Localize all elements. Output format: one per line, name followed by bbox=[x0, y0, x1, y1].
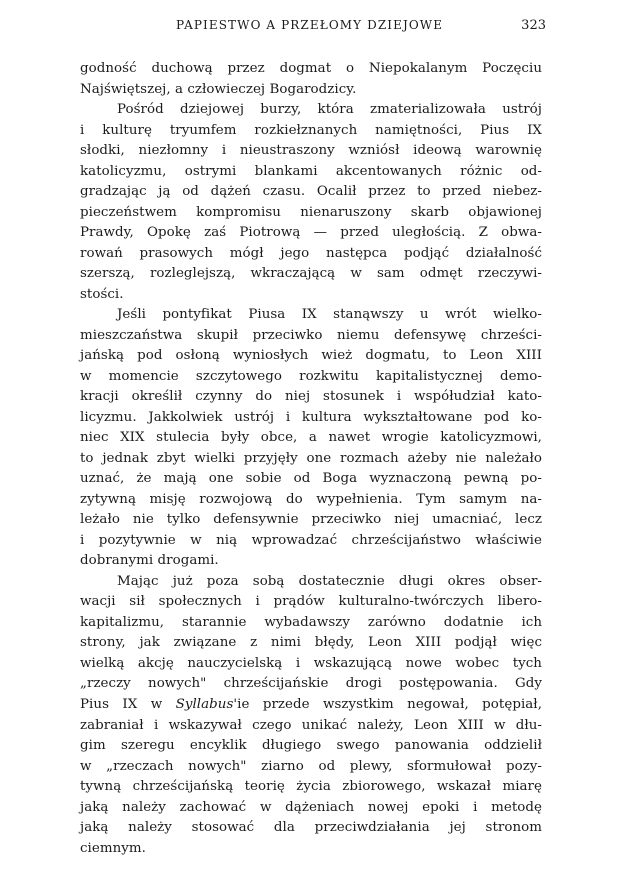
text-line: jaką należy stosować dla przeciwdziałania jej stronom bbox=[80, 820, 542, 836]
text-line: Mając już poza sobą dostatecznie długi okres obser- bbox=[117, 573, 542, 589]
text-line: „rzeczy nowych" chrześcijańskie drogi postępowania. Gdy bbox=[80, 676, 542, 692]
text-line: rowań prasowych mógł jego następca podjąć działalność bbox=[80, 245, 542, 261]
text-line: niec XIX stulecia były obce, a nawet wrogie katolicyzmowi, bbox=[80, 430, 542, 446]
text-line: w „rzeczach nowych" ziarno od plewy, sformułował pozy- bbox=[80, 758, 542, 774]
text-line: Najświętszej, a człowieczej Bogarodzicy. bbox=[80, 81, 357, 97]
text-line: Prawdy, Opokę zaś Piotrową — przed uległością. Z obwa- bbox=[80, 225, 542, 241]
running-title: PAPIESTWO A PRZEŁOMY DZIEJOWE bbox=[176, 18, 444, 32]
text-line: gradzając ją od dążeń czasu. Ocalił przez to przed niebez- bbox=[80, 184, 542, 200]
text-line: strony, jak związane z nimi błędy, Leon XIII podjął więc bbox=[80, 635, 542, 651]
text-line: godność duchową przez dogmat o Niepokalanym Poczęciu bbox=[80, 61, 542, 76]
body-text bbox=[80, 59, 542, 859]
text-line: kracji określił czynny do niej stosunek i współudział kato- bbox=[80, 389, 542, 405]
text-line: w momencie szczytowego rozkwitu kapitalistycznej demo- bbox=[80, 368, 542, 384]
text-line: uznać, że mają one sobie od Boga wyznaczoną pewną po- bbox=[80, 471, 542, 487]
text-line-with-italic bbox=[80, 695, 542, 716]
text-line: leżało nie tylko defensywnie przeciwko niej umacniać, lecz bbox=[80, 512, 542, 528]
text-segment: 'ie przede wszystkim negował, potępiał, bbox=[233, 696, 543, 712]
text-line: Pośród dziejowej burzy, która zmaterializowała ustrój bbox=[117, 102, 542, 118]
italic-title: Syllabus bbox=[175, 696, 234, 712]
text-line: zytywną misję rozwojową do wypełnienia. Tym samym na- bbox=[80, 491, 542, 507]
text-line: gim szeregu encyklik długiego swego panowania oddzielił bbox=[80, 738, 542, 754]
text-line: kapitalizmu, starannie wybadawszy zarówno dodatnie ich bbox=[80, 614, 542, 630]
page-number: 323 bbox=[521, 18, 546, 33]
text-line: stości. bbox=[80, 286, 124, 302]
text-line: jańską pod osłoną wyniosłych wież dogmatu, to Leon XIII bbox=[80, 348, 542, 364]
text-line: wacji sił społecznych i prądów kulturalno-twórczych libero- bbox=[80, 594, 542, 610]
text-segment: Pius IX w bbox=[80, 696, 176, 712]
text-line: licyzmu. Jakkolwiek ustrój i kultura wykształtowane pod ko- bbox=[80, 409, 542, 425]
text-line: szerszą, rozleglejszą, wkraczającą w sam odmęt rzeczywi- bbox=[80, 266, 542, 282]
text-line: zabraniał i wskazywał czego unikać należy, Leon XIII w dłu- bbox=[80, 717, 542, 733]
running-head bbox=[80, 18, 546, 42]
text-line: dobranymi drogami. bbox=[80, 553, 219, 569]
text-line: pieczeństwem kompromisu nienaruszony skarb objawionej bbox=[80, 204, 542, 220]
text-line: słodki, niezłomny i nieustraszony wzniósł ideową warownię bbox=[80, 143, 542, 159]
text-line: wielką akcję nauczycielską i wskazującą nowe wobec tych bbox=[80, 655, 542, 671]
text-line: Jeśli pontyfikat Piusa IX stanąwszy u wrót wielko- bbox=[117, 307, 542, 323]
text-line: i kulturę tryumfem rozkiełznanych namiętności, Pius IX bbox=[80, 122, 542, 138]
text-line: tywną chrześcijańską teorię życia zbiorowego, wskazał miarę bbox=[80, 779, 542, 795]
text-line: mieszczaństwa skupił przeciwko niemu defensywę chrześci- bbox=[80, 327, 542, 343]
text-line: ciemnym. bbox=[80, 840, 146, 856]
text-line: katolicyzmu, ostrymi blankami akcentowanych różnic od- bbox=[80, 163, 542, 179]
text-line: i pozytywnie w nią wprowadzać chrześcijaństwo właściwie bbox=[80, 532, 542, 548]
text-line: jaką należy zachować w dążeniach nowej epoki i metodę bbox=[80, 799, 542, 815]
text-line: to jednak zbyt wielki przyjęły one rozmach ażeby nie należało bbox=[80, 450, 542, 466]
